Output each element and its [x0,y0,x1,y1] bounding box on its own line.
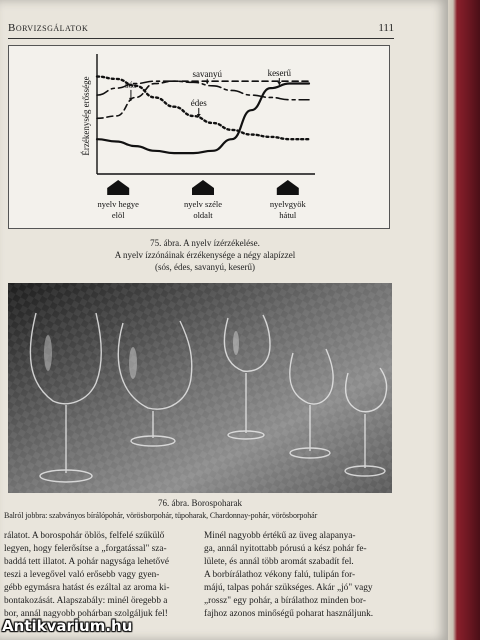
label-arrow [205,81,209,84]
zone-label-line1: nyelv széle [184,199,222,209]
text-line: baddá tett illatot. A pohár nagysága lehetővé [4,557,169,567]
watermark: Antikvarium.hu [2,617,133,635]
text-line: Minél nagyobb értékű az üveg alapanya- [204,531,356,541]
text-line: legyen, hogy felerősítse a „forgatással" sza- [4,544,167,554]
running-header [8,20,394,39]
zone-arrow [107,180,129,195]
book-binding [448,0,480,640]
body-text-right-column [204,530,394,621]
text-line: ga, annál nyitottabb pórusú a kész pohár fe- [204,544,367,554]
zone-label-line2: elöl [111,210,125,220]
section-title: Borvizsgálatok [8,22,89,34]
text-line: teszi a levegővel való erősebb vagy gyen- [4,570,160,580]
text-line: fajhoz azonos minőségű poharat használjunk. [204,609,374,619]
text-line: bor, annál nagyobb pohárban szolgáljuk fel! [4,609,168,619]
zone-label-line1: nyelvgyök [269,199,306,209]
y-axis-label: Érzékenység erőssége [81,76,91,156]
body-text-left-column [4,530,194,621]
series-label-édes: édes [190,97,207,108]
figure76-caption-description: Balról jobbra: szabványos bírálópohár, vörösborpohár, tüpoharak, Chardonnay-pohár, vörösborpohár [4,511,318,520]
figure75-caption-title: 75. ábra. A nyelv ízérzékelése. [150,238,260,248]
zone-label-line2: hátul [279,210,297,220]
text-line: A borbírálathoz vékony falú, tulipán for- [204,570,356,580]
taste-sensitivity-chart [8,45,390,229]
series-label-savanyú: savanyú [192,68,222,79]
page-number: 111 [378,22,394,34]
zone-arrow [192,180,214,195]
figure75-caption-note: (sós, édes, savanyú, keserű) [155,262,255,272]
text-line: „rossz" egy pohár, a bírálathoz minden bor- [204,596,367,606]
series-label-sós: sós [125,79,137,90]
series-label-keserű: keserű [267,68,292,79]
text-line: rálatot. A borospohár öblös, felfelé szűkülő [4,531,165,541]
chart-svg [9,46,389,228]
wine-glasses-illustration [8,283,392,493]
text-line: májú, talpas pohár szükséges. Akár „jó" vagy [204,583,373,593]
text-line: bontakozását. Alapszabály: minél öregebb a [4,596,168,606]
zone-arrow [277,180,299,195]
zone-label-line1: nyelv hegye [97,199,139,209]
figure76-caption-title: 76. ábra. Borospoharak [158,498,242,508]
text-line: lülete, és annál több aromát szabadít fel. [204,557,354,567]
figure75-caption-subtitle: A nyelv ízzónáinak érzékenysége a négy alapízzel [114,250,296,260]
text-line: gébb egymásra hatást és ezáltal az aroma ki- [4,583,170,593]
zone-label-line2: oldalt [193,210,213,220]
wine-glasses-photo [8,283,392,493]
